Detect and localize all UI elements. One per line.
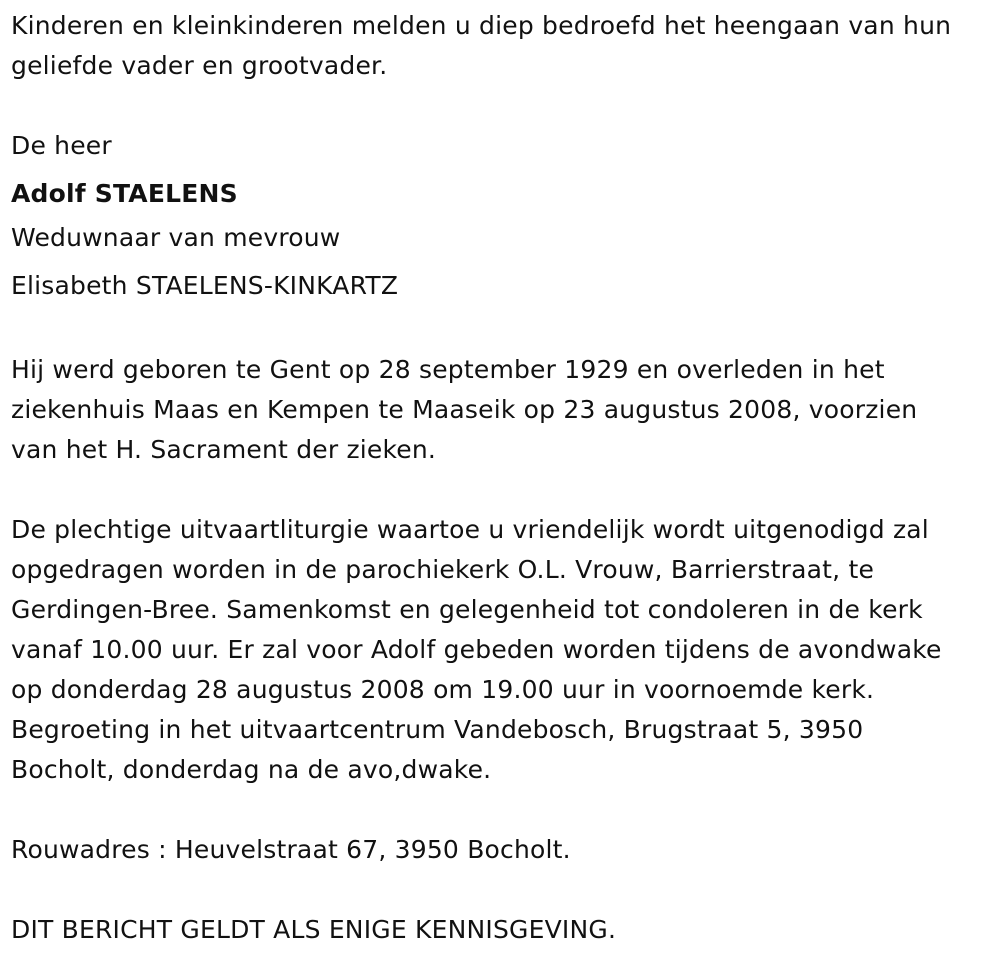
mourning-address: Rouwadres : Heuvelstraat 67, 3950 Bocholt. — [11, 835, 571, 864]
salutation: De heer — [11, 131, 112, 160]
spouse-name: Elisabeth STAELENS-KINKARTZ — [11, 271, 399, 300]
widower-line: Weduwnaar van mevrouw — [11, 223, 341, 252]
deceased-name: Adolf STAELENS — [11, 179, 238, 208]
intro-paragraph: Kinderen en kleinkinderen melden u diep bedroefd het heengaan van hun geliefde vader en grootvader. — [11, 11, 952, 80]
funeral-paragraph: De plechtige uitvaartliturgie waartoe u vriendelijk wordt uitgenodigd zal opgedragen worden in de parochiekerk O.L. Vrouw, Barrierstraat, te Gerdingen-Bree. Samenkomst en gelegenheid tot condoleren in de kerk vanaf 10.00 uur. Er zal voor Adolf gebeden worden tijdens de avondwake op donderdag 28 augustus 2008 om 19.00 uur in voornoemde kerk. Begroeting in het uitvaartcentrum Vandebosch, Brugstraat 5, 3950 Bocholt, donderdag na de avo,dwake. — [11, 515, 942, 784]
birth-death-paragraph: Hij werd geboren te Gent op 28 september 1929 en overleden in het ziekenhuis Maas en Kempen te Maaseik op 23 augustus 2008, voorzien van het H. Sacrament der zieken. — [11, 355, 918, 464]
closing-statement: DIT BERICHT GELDT ALS ENIGE KENNISGEVING. — [11, 915, 617, 944]
